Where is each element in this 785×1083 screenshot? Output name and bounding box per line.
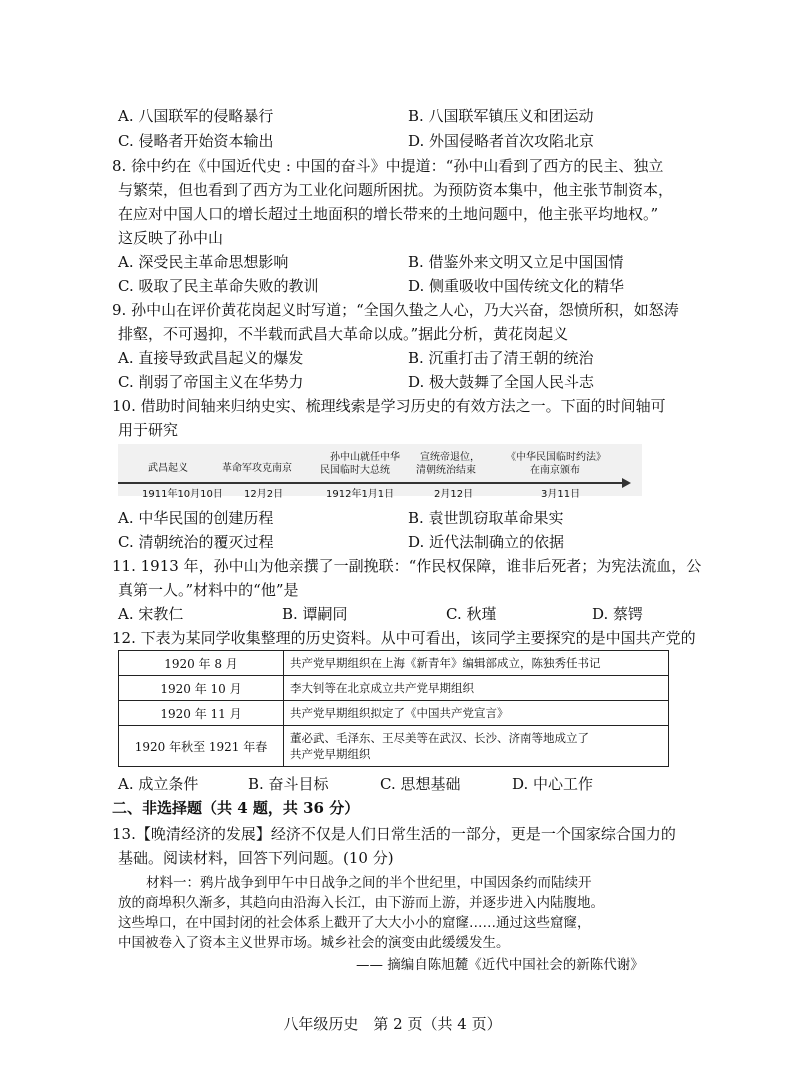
page-footer: 八年级历史 第 2 页（共 4 页）	[283, 1015, 502, 1033]
q8-option-c: C. 吸取了民主革命失败的教训	[118, 277, 319, 295]
q10-option-a: A. 中华民国的创建历程	[118, 509, 274, 527]
q8-stem-line-2: 与繁荣，但也看到了西方为工业化问题所困扰。为预防资本集中，他主张节制资本，	[118, 181, 674, 199]
q9-stem-line-2: 排壑，不可遏抑，不半载而武昌大革命以成。”据此分析，黄花岗起义	[118, 325, 569, 343]
q12-option-c: C. 思想基础	[380, 775, 461, 793]
q11-option-a: A. 宋教仁	[118, 605, 184, 623]
timeline-arrow	[622, 478, 631, 488]
q10-stem-line-1: 10. 借助时间轴来归纳史实、梳理线索是学习历史的有效方法之一。下面的时间轴可	[112, 397, 666, 415]
q8-stem-line-3: 在应对中国人口的增长超过土地面积的增长带来的土地问题中，他主张平均地权。”	[118, 205, 659, 223]
q13-material-line-4: 中国被卷入了资本主义世界市场。城乡社会的演变由此缓缓发生。	[118, 935, 510, 951]
timeline-date-5: 3月11日	[541, 489, 581, 500]
q10-stem-line-2: 用于研究	[118, 421, 179, 439]
q13-stem-line-1: 13.【晚清经济的发展】经济不仅是人们日常生活的一部分，更是一个国家综合国力的	[112, 825, 676, 843]
q10-option-d: D. 近代法制确立的依据	[408, 533, 565, 551]
q13-material-line-1: 材料一：鸦片战争到甲午中日战争之间的半个世纪里，中国因条约而陆续开	[146, 875, 592, 891]
q9-option-a: A. 直接导致武昌起义的爆发	[118, 349, 304, 367]
timeline-date-2: 12月2日	[244, 489, 284, 500]
timeline-date-3: 1912年1月1日	[326, 489, 395, 500]
table-row	[119, 726, 669, 767]
q8-option-d: D. 侧重吸收中国传统文化的精华	[408, 277, 625, 295]
table-cell-event: 李大钊等在北京成立共产党早期组织	[284, 676, 669, 701]
q12-history-table	[118, 650, 669, 767]
q10-option-c: C. 清朝统治的覆灭过程	[118, 533, 274, 551]
q12-option-b: B. 奋斗目标	[248, 775, 329, 793]
q7-option-c: C. 侵略者开始资本输出	[118, 132, 274, 150]
timeline-event-wuchang: 武昌起义	[148, 463, 188, 474]
table-cell-event-line-2: 共产党早期组织	[290, 747, 371, 761]
q7-option-b: B. 八国联军镇压义和团运动	[408, 107, 594, 125]
table-row	[119, 701, 669, 726]
q7-option-a: A. 八国联军的侵略暴行	[118, 107, 274, 125]
timeline-event-sun-line1: 孙中山就任中华	[330, 452, 400, 463]
q9-option-b: B. 沉重打击了清王朝的统治	[408, 349, 594, 367]
q12-option-d: D. 中心工作	[512, 775, 594, 793]
q11-option-d: D. 蔡锷	[592, 605, 644, 623]
timeline-event-constitution-line2: 在南京颁布	[530, 465, 580, 476]
section-heading: 二、非选择题（共 4 题，共 36 分）	[112, 799, 360, 817]
q9-option-d: D. 极大鼓舞了全国人民斗志	[408, 373, 595, 391]
q9-stem-line-1: 9. 孙中山在评价黄花岗起义时写道；“全国久蛰之人心，乃大兴奋，怨愤所积，如怒涛	[112, 301, 679, 319]
q13-stem-line-2: 基础。阅读材料，回答下列问题。(10 分)	[118, 849, 394, 867]
q11-stem-line-2: 真第一人。”材料中的“他”是	[118, 581, 299, 599]
q13-material-line-2: 放的商埠积久渐多，其趋向由沿海入长江，由下游而上游，并逐步进入内陆腹地。	[118, 895, 604, 911]
q8-stem-line-4: 这反映了孙中山	[118, 229, 224, 247]
q10-option-b: B. 袁世凯窃取革命果实	[408, 509, 564, 527]
q11-option-b: B. 谭嗣同	[282, 605, 348, 623]
q12-option-a: A. 成立条件	[118, 775, 199, 793]
timeline-event-abdication-line1: 宣统帝退位，	[420, 452, 480, 463]
q11-stem-line-1: 11. 1913 年，孙中山为他亲撰了一副挽联：“作民权保障，谁非后死者；为宪法流血，公	[112, 557, 702, 575]
q8-option-b: B. 借鉴外来文明又立足中国国情	[408, 253, 624, 271]
timeline-event-abdication-line2: 清朝统治结束	[416, 465, 476, 476]
table-row	[119, 651, 669, 676]
q7-option-d: D. 外国侵略者首次攻陷北京	[408, 132, 595, 150]
table-cell-year: 1920 年 10 月	[119, 676, 284, 701]
table-row	[119, 676, 669, 701]
timeline-axis	[118, 482, 626, 484]
timeline-event-constitution-line1: 《中华民国临时约法》	[506, 452, 606, 463]
table-cell-year: 1920 年 11 月	[119, 701, 284, 726]
table-cell-event-line-1: 董必武、毛泽东、王尽美等在武汉、长沙、济南等地成立了	[290, 731, 589, 745]
timeline-event-sun-line2: 民国临时大总统	[320, 465, 390, 476]
q13-material-line-3: 这些埠口，在中国封闭的社会体系上戳开了大大小小的窟窿……通过这些窟窿，	[118, 915, 591, 931]
timeline-date-1: 1911年10月10日	[142, 489, 223, 500]
timeline-event-nanjing: 革命军攻克南京	[222, 463, 292, 474]
q13-material-source: —— 摘编自陈旭麓《近代中国社会的新陈代谢》	[356, 957, 644, 973]
timeline-date-4: 2月12日	[434, 489, 474, 500]
table-cell-event	[284, 726, 669, 767]
q12-stem: 12. 下表为某同学收集整理的历史资料。从中可看出，该同学主要探究的是中国共产党的	[112, 629, 696, 647]
table-cell-year: 1920 年秋至 1921 年春	[119, 726, 284, 767]
q8-stem-line-1: 8. 徐中约在《中国近代史 : 中国的奋斗》中提道：“孙中山看到了西方的民主、独立	[112, 157, 664, 175]
table-cell-event: 共产党早期组织拟定了《中国共产党宣言》	[284, 701, 669, 726]
q11-option-c: C. 秋瑾	[446, 605, 497, 623]
q9-option-c: C. 削弱了帝国主义在华势力	[118, 373, 304, 391]
table-cell-event: 共产党早期组织在上海《新青年》编辑部成立，陈独秀任书记	[284, 651, 669, 676]
q8-option-a: A. 深受民主革命思想影响	[118, 253, 289, 271]
table-cell-year: 1920 年 8 月	[119, 651, 284, 676]
